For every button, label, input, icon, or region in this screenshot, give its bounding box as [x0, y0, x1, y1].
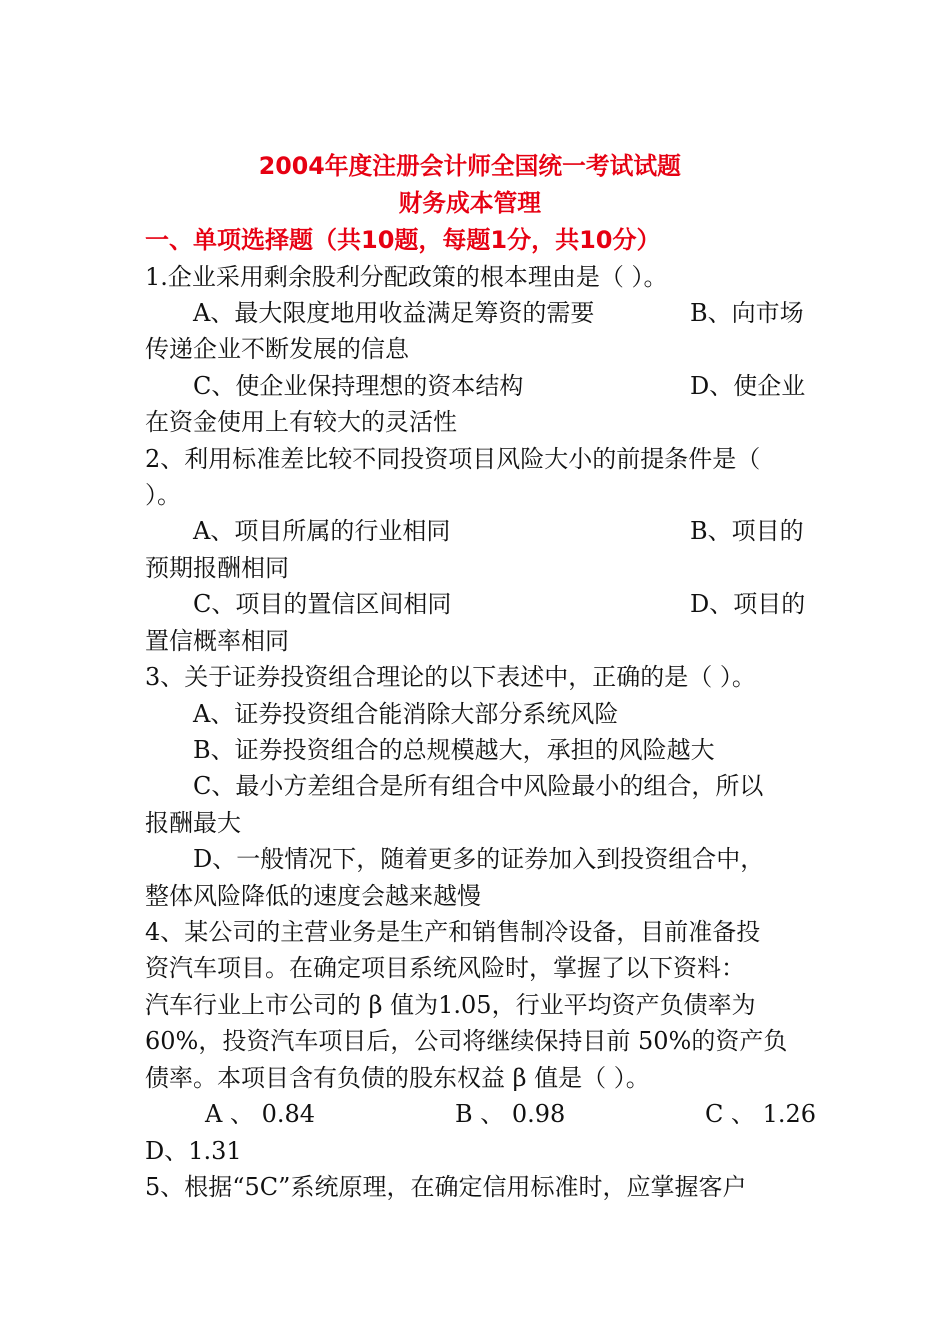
question-5-stem: 5、根据“5C”系统原理，在确定信用标准时，应掌握客户 — [145, 1173, 747, 1201]
question-3-option-a: A、证券投资组合能消除大部分系统风险 — [193, 700, 619, 728]
question-2-option-a: A、项目所属的行业相同 — [193, 517, 451, 545]
question-3-option-d-continued: 整体风险降低的速度会越来越慢 — [145, 882, 481, 910]
question-1-option-c: C、使企业保持理想的资本结构 — [193, 372, 524, 400]
document-subtitle: 财务成本管理 — [398, 189, 541, 217]
question-4-line-2: 资汽车项目。在确定项目系统风险时，掌握了以下资料： — [145, 954, 745, 982]
question-3-option-c-continued: 报酬最大 — [145, 809, 241, 837]
question-4-line-4: 60%，投资汽车项目后，公司将继续保持目前 50%的资产负 — [145, 1027, 788, 1055]
question-4-line-3: 汽车行业上市公司的 β 值为1.05，行业平均资产负债率为 — [145, 991, 756, 1019]
question-1-option-d: D、使企业 — [690, 372, 806, 400]
question-2-stem: 2、利用标准差比较不同投资项目风险大小的前提条件是（ — [145, 445, 761, 473]
question-2-option-d-continued: 置信概率相同 — [145, 627, 289, 655]
document-title: 2004年度注册会计师全国统一考试试题 — [258, 152, 681, 180]
question-1-stem: 1.企业采用剩余股利分配政策的根本理由是（ ）。 — [145, 263, 668, 291]
question-4-option-b: B 、 0.98 — [455, 1100, 566, 1128]
question-1-option-b: B、向市场 — [690, 299, 804, 327]
question-2-option-b-continued: 预期报酬相同 — [145, 554, 289, 582]
question-2-stem-continued: ）。 — [145, 481, 181, 509]
question-4-option-a: A 、 0.84 — [205, 1100, 316, 1128]
question-3-stem: 3、关于证券投资组合理论的以下表述中，正确的是（ ）。 — [145, 663, 756, 691]
question-3-option-d: D、一般情况下，随着更多的证券加入到投资组合中， — [193, 845, 765, 873]
question-4-line-1: 4、某公司的主营业务是生产和销售制冷设备，目前准备投 — [145, 918, 761, 946]
section-heading: 一、单项选择题（共10题，每题1分，共10分） — [145, 226, 661, 254]
question-2-option-b: B、项目的 — [690, 517, 804, 545]
question-4-option-d: D、1.31 — [145, 1137, 242, 1165]
question-4-option-c: C 、 1.26 — [705, 1100, 817, 1128]
question-1-option-d-continued: 在资金使用上有较大的灵活性 — [145, 408, 457, 436]
question-3-option-b: B、证券投资组合的总规模越大，承担的风险越大 — [193, 736, 715, 764]
question-4-line-5: 债率。本项目含有负债的股东权益 β 值是（ ）。 — [145, 1064, 650, 1092]
question-1-option-b-continued: 传递企业不断发展的信息 — [145, 335, 409, 363]
question-3-option-c: C、最小方差组合是所有组合中风险最小的组合，所以 — [193, 772, 764, 800]
question-2-option-c: C、项目的置信区间相同 — [193, 590, 452, 618]
question-2-option-d: D、项目的 — [690, 590, 806, 618]
question-1-option-a: A、最大限度地用收益满足筹资的需要 — [193, 299, 595, 327]
